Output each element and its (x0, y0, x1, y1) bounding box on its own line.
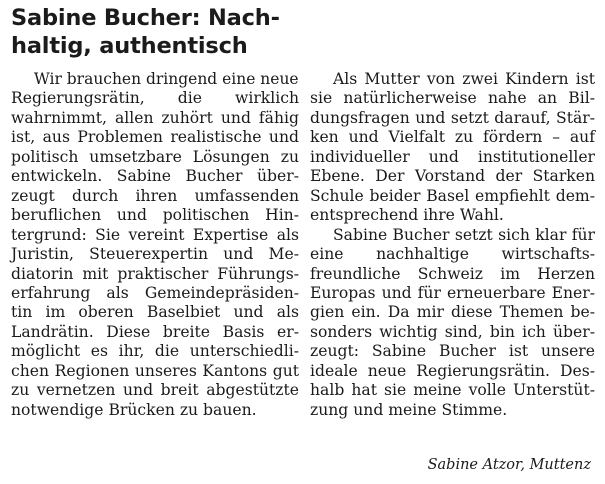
text-line: erfahrung als Gemeindepräsiden- (11, 283, 299, 302)
text-line: eine nachhaltige wirtschafts- (310, 245, 595, 264)
text-line: diatorin mit praktischer Führungs- (11, 264, 299, 283)
text-line: sonders wichtig sind, bin ich über- (310, 322, 595, 341)
text-line: Als Mutter von zwei Kindern ist (333, 70, 595, 88)
text-line: chen Regionen unseres Kantons gut (11, 361, 299, 380)
text-line: Regierungsrätin, die wirklich (11, 89, 299, 108)
text-line: notwendige Brücken zu bauen. (11, 400, 257, 419)
right-column (310, 70, 595, 420)
text-line: ist, aus Problemen realistische und (11, 128, 299, 147)
text-line: dungsfragen und setzt darauf, Stär- (310, 108, 595, 127)
text-line: zu vernetzen und breit abgestützte (11, 381, 299, 400)
text-line: Wir brauchen dringend eine neue (33, 70, 299, 88)
headline-line: haltig, authentisch (11, 33, 248, 59)
text-line: halb hat sie meine volle Unterstüt- (310, 381, 595, 400)
text-line: politisch umsetzbare Lösungen zu (11, 147, 299, 166)
author-signature: Sabine Atzor, Muttenz (427, 457, 591, 473)
text-line: zeugt: Sabine Bucher ist unsere (310, 342, 595, 361)
headline-line: Sabine Bucher: Nach- (11, 5, 280, 31)
text-line: ken und Vielfalt zu fördern – auf (310, 128, 595, 147)
text-line: beruflichen und politischen Hin- (11, 206, 299, 225)
text-line: entsprechend ihre Wahl. (310, 206, 504, 225)
text-line: tin im oberen Baselbiet und als (11, 303, 299, 322)
text-line: zeugt durch ihren umfassenden (11, 186, 299, 205)
text-line: tergrund: Sie vereint Expertise als (11, 225, 299, 244)
text-line: ideale neue Regierungsrätin. Des- (310, 361, 595, 380)
text-line: zung und meine Stimme. (310, 400, 508, 419)
text-line: Juristin, Steuerexpertin und Me- (11, 245, 299, 264)
text-line: gien ein. Da mir diese Themen be- (310, 303, 595, 322)
text-line: sie natürlicherweise nahe an Bil- (310, 89, 595, 108)
article-headline (11, 4, 301, 60)
text-line: Ebene. Der Vorstand der Starken (310, 167, 595, 186)
text-line: wahrnimmt, allen zuhört und fähig (11, 108, 299, 127)
text-line: freundliche Schweiz im Herzen (310, 264, 595, 283)
text-line: individueller und institutioneller (310, 147, 595, 166)
text-line: Landrätin. Diese breite Basis er- (11, 322, 299, 341)
text-line: Schule beider Basel empfiehlt dem- (310, 186, 595, 205)
left-column (11, 70, 299, 420)
text-line: möglicht es ihr, die unterschiedli- (11, 342, 299, 361)
text-line: Europas und für erneuerbare Ener- (310, 283, 595, 302)
text-line: Sabine Bucher setzt sich klar für (333, 225, 595, 244)
text-line: entwickeln. Sabine Bucher über- (11, 167, 299, 186)
